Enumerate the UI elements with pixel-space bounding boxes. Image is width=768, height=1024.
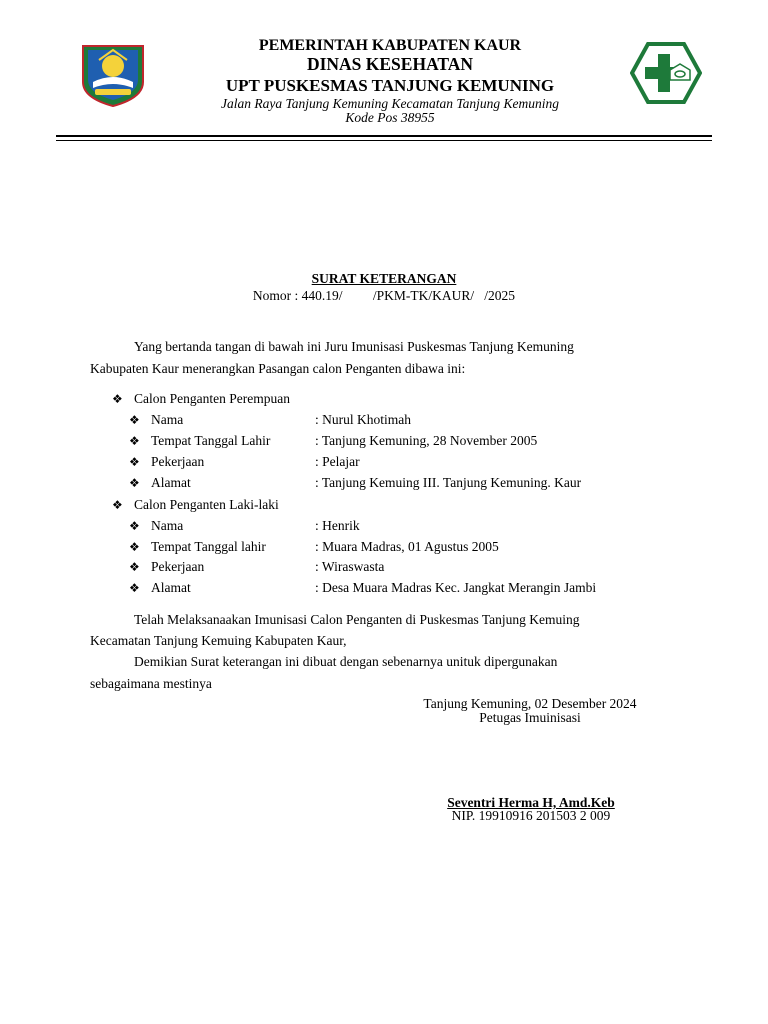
detail-label: Nama — [151, 518, 184, 533]
detail-value: : Desa Muara Madras Kec. Jangkat Merangin Jambi — [315, 580, 597, 595]
diamond-bullet-icon: ❖ — [129, 413, 140, 427]
intro-paragraph-line1: Yang bertanda tangan di bawah ini Juru Imunisasi Puskesmas Tanjung Kemuning — [134, 339, 574, 354]
detail-label: Alamat — [151, 580, 191, 595]
header-divider-thin — [56, 140, 712, 141]
detail-label: Alamat — [151, 475, 191, 490]
letter-title: SURAT KETERANGAN — [311, 271, 457, 286]
bride-heading: Calon Penganten Perempuan — [134, 391, 290, 406]
detail-value: : Nurul Khotimah — [315, 412, 411, 427]
detail-value: : Pelajar — [315, 454, 360, 469]
letterhead-address: Jalan Raya Tanjung Kemuning Kecamatan Tanjung Kemuning — [220, 95, 559, 111]
closing-paragraph-1-line2: Kecamatan Tanjung Kemuing Kabupaten Kaur, — [90, 633, 347, 648]
diamond-bullet-icon: ❖ — [129, 581, 140, 595]
detail-label: Tempat Tanggal Lahir — [151, 433, 271, 448]
detail-value: : Muara Madras, 01 Agustus 2005 — [315, 539, 499, 554]
diamond-bullet-icon: ❖ — [129, 476, 140, 490]
diamond-bullet-icon: ❖ — [129, 560, 140, 574]
intro-paragraph-line2: Kabupaten Kaur menerangkan Pasangan calon Penganten dibawa ini: — [90, 361, 466, 376]
groom-heading: Calon Penganten Laki-laki — [134, 497, 279, 512]
detail-label: Nama — [151, 412, 184, 427]
detail-label: Pekerjaan — [151, 559, 205, 574]
diamond-bullet-icon: ❖ — [112, 498, 123, 512]
detail-label: Tempat Tanggal lahir — [151, 539, 266, 554]
detail-value: : Henrik — [315, 518, 360, 533]
letterhead-postal-code: Kode Pos 38955 — [345, 110, 435, 125]
header-divider-thick — [56, 135, 712, 137]
letterhead-institution: UPT PUSKESMAS TANJUNG KEMUNING — [225, 75, 555, 95]
kaur-regency-logo — [79, 42, 147, 108]
signature-place-date: Tanjung Kemuning, 02 Desember 2024 — [423, 696, 637, 711]
letterhead — [150, 36, 630, 125]
closing-paragraph-1-line1: Telah Melaksanaakan Imunisasi Calon Penganten di Puskesmas Tanjung Kemuing — [134, 612, 580, 627]
letterhead-department: DINAS KESEHATAN — [306, 54, 474, 74]
closing-paragraph-2-line1: Demikian Surat keterangan ini dibuat dengan sebenarnya unituk dipergunakan — [134, 654, 558, 669]
diamond-bullet-icon: ❖ — [129, 455, 140, 469]
signatory-nip: NIP. 19910916 201503 2 009 — [451, 808, 611, 823]
diamond-bullet-icon: ❖ — [112, 392, 123, 406]
letter-number: Nomor : 440.19/ /PKM-TK/KAUR/ /2025 — [252, 288, 516, 303]
detail-value: : Tanjung Kemuing III. Tanjung Kemuning. Kaur — [315, 475, 582, 490]
detail-label: Pekerjaan — [151, 454, 205, 469]
signature-role: Petugas Imuinisasi — [479, 710, 581, 725]
diamond-bullet-icon: ❖ — [129, 540, 140, 554]
letterhead-government: PEMERINTAH KABUPATEN KAUR — [258, 37, 522, 54]
diamond-bullet-icon: ❖ — [129, 519, 140, 533]
detail-value: : Wiraswasta — [315, 559, 385, 574]
detail-value: : Tanjung Kemuning, 28 November 2005 — [315, 433, 538, 448]
signatory-name: Seventri Herma H, Amd.Keb — [447, 795, 615, 810]
closing-paragraph-2-line2: sebagaimana mestinya — [90, 676, 212, 691]
diamond-bullet-icon: ❖ — [129, 434, 140, 448]
puskesmas-logo — [630, 42, 702, 104]
